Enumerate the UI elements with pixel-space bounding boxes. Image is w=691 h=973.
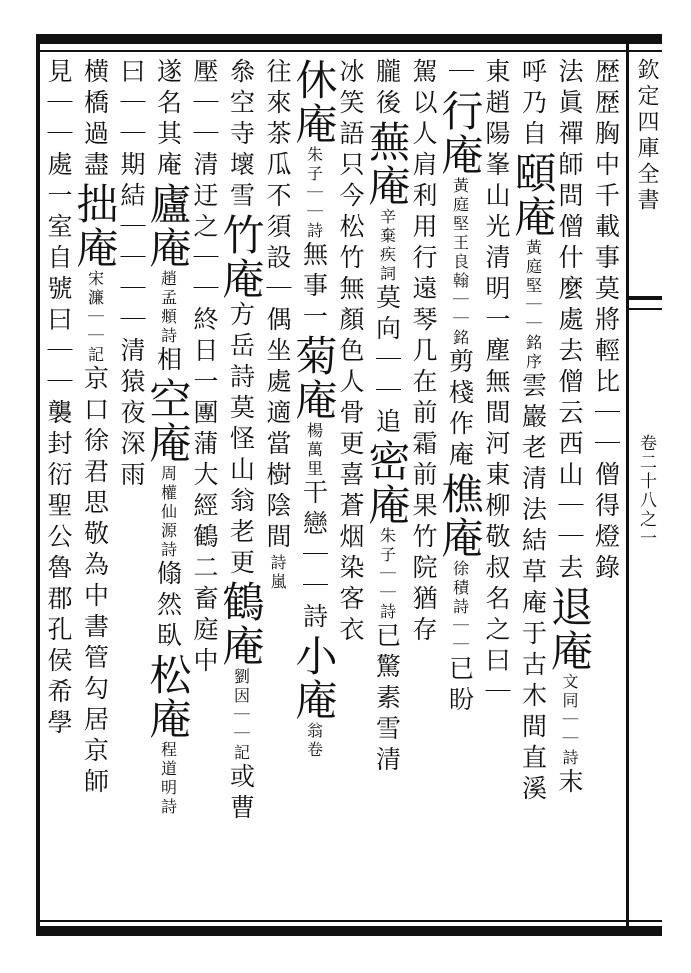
frame-top-thick-rule bbox=[36, 34, 662, 44]
body-text: 已驚素雪清 bbox=[372, 622, 402, 777]
entry-heading: 退庵 bbox=[545, 585, 594, 673]
source-note: 黃庭堅王良翰｜｜銘 bbox=[450, 177, 470, 348]
body-text: 京口徐君思敬為中書管勾居京師 bbox=[80, 365, 110, 799]
body-text: 無事一 bbox=[299, 241, 329, 334]
body-text: 法眞禪師問僧什麼處去僧云西山｜｜去 bbox=[555, 58, 584, 585]
body-text: 剪棧作庵 bbox=[445, 348, 475, 472]
entry-heading: 小庵 bbox=[289, 634, 339, 722]
source-note: 劉因｜｜記 bbox=[231, 668, 251, 763]
body-text: 壓｜｜清 bbox=[190, 58, 219, 182]
source-note: 朱子｜｜詩 bbox=[377, 527, 397, 622]
entry-heading: 松庵 bbox=[143, 653, 193, 741]
body-text: 干戀｜｜詩 bbox=[299, 479, 329, 634]
entry-heading: 樵庵 bbox=[435, 472, 485, 560]
body-text: 處一室自號曰｜｜襲封衍聖公魯郡孔侯希學 bbox=[44, 151, 73, 740]
body-text: 冰 bbox=[336, 58, 365, 89]
source-note: 周權仙源詩 bbox=[158, 465, 178, 560]
entry-heading: 休庵 bbox=[289, 58, 339, 146]
body-text: 叅空寺壞雪 bbox=[226, 58, 256, 213]
body-text: 往來茶瓜不須設｜偶坐處適當樹陰間 bbox=[263, 58, 292, 554]
body-text: 駕以人肩利用行遠琴几在前霜前果竹院猶存 bbox=[409, 58, 438, 647]
entry-heading: 密庵 bbox=[362, 439, 412, 527]
body-text: 雲巖老清法結草庵于古木間直溪 bbox=[518, 372, 548, 806]
source-note: 朱子｜｜詩 bbox=[304, 146, 324, 241]
entry-heading: 拙庵 bbox=[70, 182, 120, 270]
body-text: ｜｜僧得燈錄 bbox=[591, 399, 621, 585]
source-note: 趙孟頫詩 bbox=[158, 270, 178, 346]
entry-heading: 蕪庵 bbox=[362, 120, 412, 208]
body-text: 翛然臥 bbox=[153, 560, 183, 653]
body-text: 笑語只今松竹無顏色人骨更喜蒼烟染客衣 bbox=[336, 89, 365, 647]
body-text: 或曹 bbox=[226, 763, 256, 825]
source-note: 文同｜｜詩 bbox=[560, 673, 579, 768]
body-text: 朧後 bbox=[372, 58, 402, 120]
body-text: 迂之｜｜終日一團蒲大經鶴二畜庭中 bbox=[190, 182, 219, 678]
body-text: 見｜｜ bbox=[44, 58, 73, 151]
source-note: 楊萬里 bbox=[304, 422, 324, 479]
frame-bottom-thin-rule bbox=[36, 920, 662, 922]
entry-heading: 行庵 bbox=[435, 89, 485, 177]
source-note: 黃庭堅｜｜銘序 bbox=[523, 239, 543, 372]
source-note: 徐積詩｜｜ bbox=[450, 560, 470, 655]
body-text: 曰｜｜ bbox=[117, 58, 146, 151]
page-margin-label bbox=[630, 58, 662, 916]
body-text: 歴歴胸中千載事莫將輕比 bbox=[591, 58, 621, 399]
body-text: 方岳詩莫怪山翁老更 bbox=[226, 301, 256, 580]
body-text: 已盼 bbox=[445, 655, 475, 717]
body-text: 相 bbox=[153, 346, 183, 377]
book-title: 欽定四庫全書 bbox=[634, 58, 659, 214]
source-note: 翁卷 bbox=[304, 722, 324, 760]
body-text: 莫向｜｜追 bbox=[372, 284, 402, 439]
entry-heading: 竹庵 bbox=[216, 213, 266, 301]
source-note: 辛棄疾詞 bbox=[377, 208, 397, 284]
body-text: 期結｜｜ bbox=[117, 151, 146, 275]
source-note: 程道明詩 bbox=[158, 741, 178, 817]
entry-heading: 頤庵 bbox=[508, 151, 558, 239]
text-column bbox=[31, 58, 85, 916]
source-note: 詩嵐 bbox=[268, 554, 287, 592]
entry-heading: 空庵 bbox=[143, 377, 193, 465]
entry-heading: 菊庵 bbox=[289, 334, 339, 422]
body-text: 末 bbox=[555, 768, 584, 799]
frame-bottom-thick-rule bbox=[36, 926, 662, 936]
volume-label: 卷二十八之一 bbox=[636, 434, 656, 548]
body-text: ｜｜清猿夜深雨 bbox=[117, 275, 146, 492]
entry-heading: 廬庵 bbox=[143, 182, 193, 270]
body-text: 呼乃自 bbox=[518, 58, 548, 151]
body-text: 横橋過盡 bbox=[80, 58, 110, 182]
body-text: 遂名其庵 bbox=[153, 58, 183, 182]
body-text: 東趙陽峯山光清明一塵無間河東柳敬叔名之曰｜ bbox=[482, 58, 511, 709]
source-note: 宋濂｜｜記 bbox=[85, 270, 105, 365]
body-text: ｜ bbox=[445, 58, 475, 89]
entry-heading: 鶴庵 bbox=[216, 580, 266, 668]
frame-top-thin-rule bbox=[36, 50, 662, 52]
